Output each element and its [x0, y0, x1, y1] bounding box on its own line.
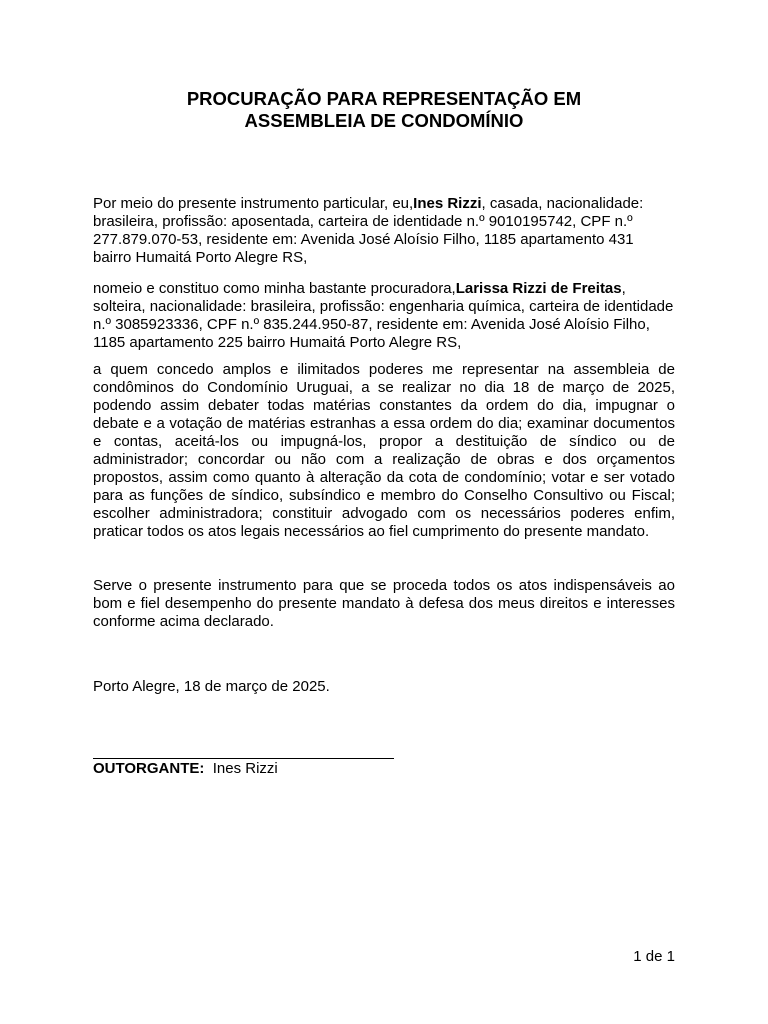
- place-date-line: Porto Alegre, 18 de março de 2025.: [93, 678, 330, 695]
- grantor-details: , casada, nacionalidade: brasileira, profissão: aposentada, carteira de identidade n.º 9010195742, CPF n.º 277.879.070-53, residente em: Avenida José Aloísio Filho, 1185 apartamento 431 bairro Humaitá Porto Alegre RS,: [93, 195, 644, 266]
- page-number: 1 de 1: [633, 948, 675, 965]
- signature-label: OUTORGANTE:: [93, 760, 205, 777]
- signature-line: [93, 758, 394, 759]
- title-line-2: ASSEMBLEIA DE CONDOMÍNIO: [244, 110, 524, 131]
- grantor-paragraph: [93, 195, 675, 267]
- attorney-paragraph: [93, 280, 675, 352]
- attorney-name: Larissa Rizzi de Freitas: [455, 280, 622, 297]
- grantor-name: Ines Rizzi: [413, 195, 482, 212]
- purpose-paragraph: Serve o presente instrumento para que se proceda todos os atos indispensáveis ao bom e fiel desempenho do presente mandato à defesa dos meus direitos e interesses conforme acima declarado.: [93, 577, 675, 630]
- attorney-intro: nomeio e constituo como minha bastante procuradora,: [93, 280, 456, 297]
- document-title: [93, 88, 675, 132]
- signature-name: Ines Rizzi: [212, 760, 278, 777]
- signature-block: [93, 760, 278, 778]
- attorney-details: , solteira, nacionalidade: brasileira, profissão: engenharia química, carteira de identidade n.º 3085923336, CPF n.º 835.244.950-87, residente em: Avenida José Aloísio Filho, 1185 apartamento 225 bairro Humaitá Porto Alegre RS,: [93, 280, 674, 351]
- powers-paragraph: a quem concedo amplos e ilimitados poderes me representar na assembleia de condôminos do Condomínio Uruguai, a se realizar no dia 18 de março de 2025, podendo assim debater todas matérias constantes da ordem do dia, impugnar o debate e a votação de matérias estranhas a essa ordem do dia; examinar documentos e contas, aceitá-los ou impugná-los, propor a destituição de síndico ou de administrador; concordar ou não com a realização de obras e dos orçamentos propostos, assim como quanto à alteração da cota de condomínio; votar e ser votado para as funções de síndico, subsíndico e membro do Conselho Consultivo ou Fiscal; escolher administradora; constituir advogado com os necessários poderes enfim, praticar todos os atos legais necessários ao fiel cumprimento do presente mandato.: [93, 361, 675, 540]
- title-line-1: PROCURAÇÃO PARA REPRESENTAÇÃO EM: [186, 88, 582, 109]
- grantor-intro: Por meio do presente instrumento particular, eu,: [93, 195, 414, 212]
